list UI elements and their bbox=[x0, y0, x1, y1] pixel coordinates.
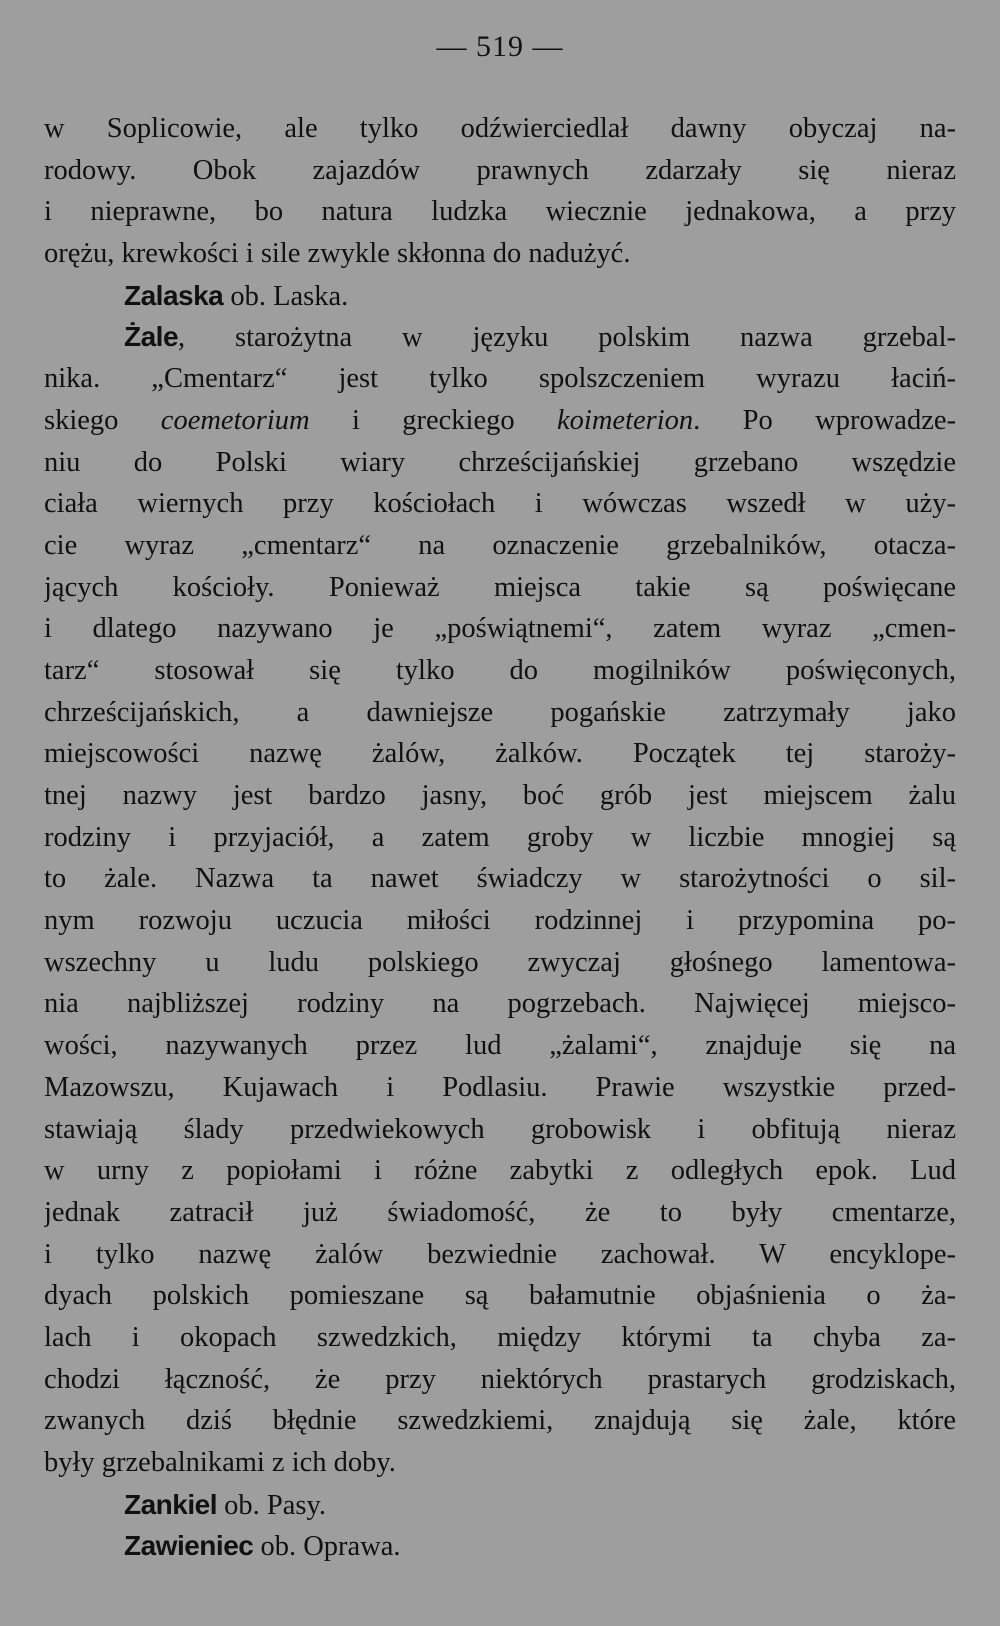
text-segment: i dlatego nazywano je „poświątnemi“, zatem wyraz „cmen- bbox=[44, 613, 956, 645]
text-segment: ciała wiernych przy kościołach i wówczas wszedł w uży- bbox=[44, 488, 956, 520]
text-segment: tarz“ stosował się tylko do mogilników poświęconych, bbox=[44, 654, 956, 686]
text-line bbox=[44, 316, 956, 358]
text-segment: orężu, krewkości i sile zwykle skłonna do nadużyć. bbox=[44, 238, 631, 270]
text-line bbox=[44, 650, 956, 692]
text-line bbox=[44, 525, 956, 567]
text-segment: nia najbliższej rodziny na pogrzebach. Najwięcej miejsco- bbox=[44, 988, 956, 1020]
text-segment: Mazowszu, Kujawach i Podlasiu. Prawie wszystkie przed- bbox=[44, 1071, 956, 1103]
text-line bbox=[44, 608, 956, 650]
page-number: — 519 — bbox=[436, 30, 564, 63]
text-segment: wości, nazywanych przez lud „żalami“, znajduje się na bbox=[44, 1030, 956, 1062]
text-segment: i nieprawne, bo natura ludzka wiecznie jednakowa, a przy bbox=[44, 196, 956, 228]
text-segment: nym rozwoju uczucia miłości rodzinnej i przypomina po- bbox=[44, 905, 956, 937]
text-segment: ob. Pasy. bbox=[216, 1489, 326, 1521]
text-line bbox=[44, 1192, 956, 1234]
text-segment: miejscowości nazwę żalów, żalków. Początek tej staroży- bbox=[44, 738, 956, 770]
text-line bbox=[44, 1025, 956, 1067]
text-line bbox=[44, 150, 956, 192]
text-line bbox=[44, 1067, 956, 1109]
text-line bbox=[44, 567, 956, 609]
entry-headword: Żale bbox=[124, 321, 179, 353]
text-line bbox=[44, 1234, 956, 1276]
text-line bbox=[44, 1359, 956, 1401]
text-line bbox=[44, 358, 956, 400]
text-segment: , starożytna w języku polskim nazwa grzebal- bbox=[178, 322, 956, 354]
text-line bbox=[44, 733, 956, 775]
text-segment: skiego bbox=[44, 404, 161, 436]
entry-headword: Zawieniec bbox=[124, 1530, 254, 1562]
text-segment: chodzi łączność, że przy niektórych prastarych grodziskach, bbox=[44, 1363, 956, 1395]
text-line bbox=[44, 1150, 956, 1192]
text-segment: jących kościoły. Ponieważ miejsca takie są poświęcane bbox=[44, 571, 956, 603]
text-line bbox=[44, 108, 956, 150]
text-segment: były grzebalnikami z ich doby. bbox=[44, 1447, 396, 1478]
entry-headword: Zankiel bbox=[124, 1488, 217, 1520]
text-segment: chrześcijańskich, a dawniejsze pogańskie zatrzymały jako bbox=[44, 696, 956, 728]
text-segment: w urny z popiołami i różne zabytki z odległych epok. Lud bbox=[44, 1155, 956, 1187]
text-segment: stawiają ślady przedwiekowych grobowisk i obfitują nieraz bbox=[44, 1113, 956, 1145]
text-segment: ob. Laska. bbox=[223, 280, 349, 312]
text-line bbox=[44, 983, 956, 1025]
text-line bbox=[44, 900, 956, 942]
italic-term: koimeterion bbox=[557, 404, 694, 436]
text-segment: w Soplicowie, ale tylko odźwierciedlał dawny obyczaj na- bbox=[44, 113, 956, 144]
text-line bbox=[44, 817, 956, 859]
text-line bbox=[44, 692, 956, 734]
text-line bbox=[44, 1525, 956, 1567]
text-line bbox=[44, 1275, 956, 1317]
text-line bbox=[44, 275, 956, 317]
text-segment: niu do Polski wiary chrześcijańskiej grzebano wszędzie bbox=[44, 446, 956, 478]
text-segment: nika. „Cmentarz“ jest tylko spolszczeniem wyrazu łaciń- bbox=[44, 363, 956, 395]
text-line bbox=[44, 1109, 956, 1151]
text-segment: rodowy. Obok zajazdów prawnych zdarzały się nieraz bbox=[44, 154, 956, 186]
text-line bbox=[44, 442, 956, 484]
text-line bbox=[44, 483, 956, 525]
text-line bbox=[44, 858, 956, 900]
text-line bbox=[44, 1442, 956, 1484]
text-line bbox=[44, 1317, 956, 1359]
italic-term: coemetorium bbox=[160, 404, 310, 436]
text-segment: i tylko nazwę żalów bezwiednie zachował. W encyklope- bbox=[44, 1238, 956, 1270]
text-line bbox=[44, 191, 956, 233]
text-line bbox=[44, 942, 956, 984]
text-segment: to żale. Nazwa ta nawet świadczy w starożytności o sil- bbox=[44, 863, 956, 895]
entry-headword: Zalaska bbox=[124, 279, 224, 311]
text-segment: jednak zatracił już świadomość, że to były cmentarze, bbox=[44, 1196, 956, 1228]
text-segment: rodziny i przyjaciół, a zatem groby w liczbie mnogiej są bbox=[44, 821, 956, 853]
text-segment: cie wyraz „cmentarz“ na oznaczenie grzebalników, otacza- bbox=[44, 529, 956, 561]
article-text bbox=[44, 108, 956, 1567]
text-segment: lach i okopach szwedzkich, między którymi ta chyba za- bbox=[44, 1321, 956, 1353]
text-line bbox=[44, 1400, 956, 1442]
text-segment: tnej nazwy jest bardzo jasny, boć grób jest miejscem żalu bbox=[44, 780, 956, 811]
text-line bbox=[44, 775, 956, 817]
text-segment: i greckiego bbox=[309, 404, 558, 436]
text-segment: . Po wprowadze- bbox=[693, 404, 956, 436]
text-segment: dyach polskich pomieszane są bałamutnie objaśnienia o ża- bbox=[44, 1280, 956, 1312]
text-segment: zwanych dziś błędnie szwedzkiemi, znajdują się żale, które bbox=[44, 1405, 956, 1437]
text-segment: ob. Oprawa. bbox=[253, 1531, 401, 1563]
text-line bbox=[44, 233, 956, 275]
text-line bbox=[44, 1484, 956, 1526]
text-segment: wszechny u ludu polskiego zwyczaj głośnego lamentowa- bbox=[44, 946, 956, 978]
text-line bbox=[44, 400, 956, 442]
